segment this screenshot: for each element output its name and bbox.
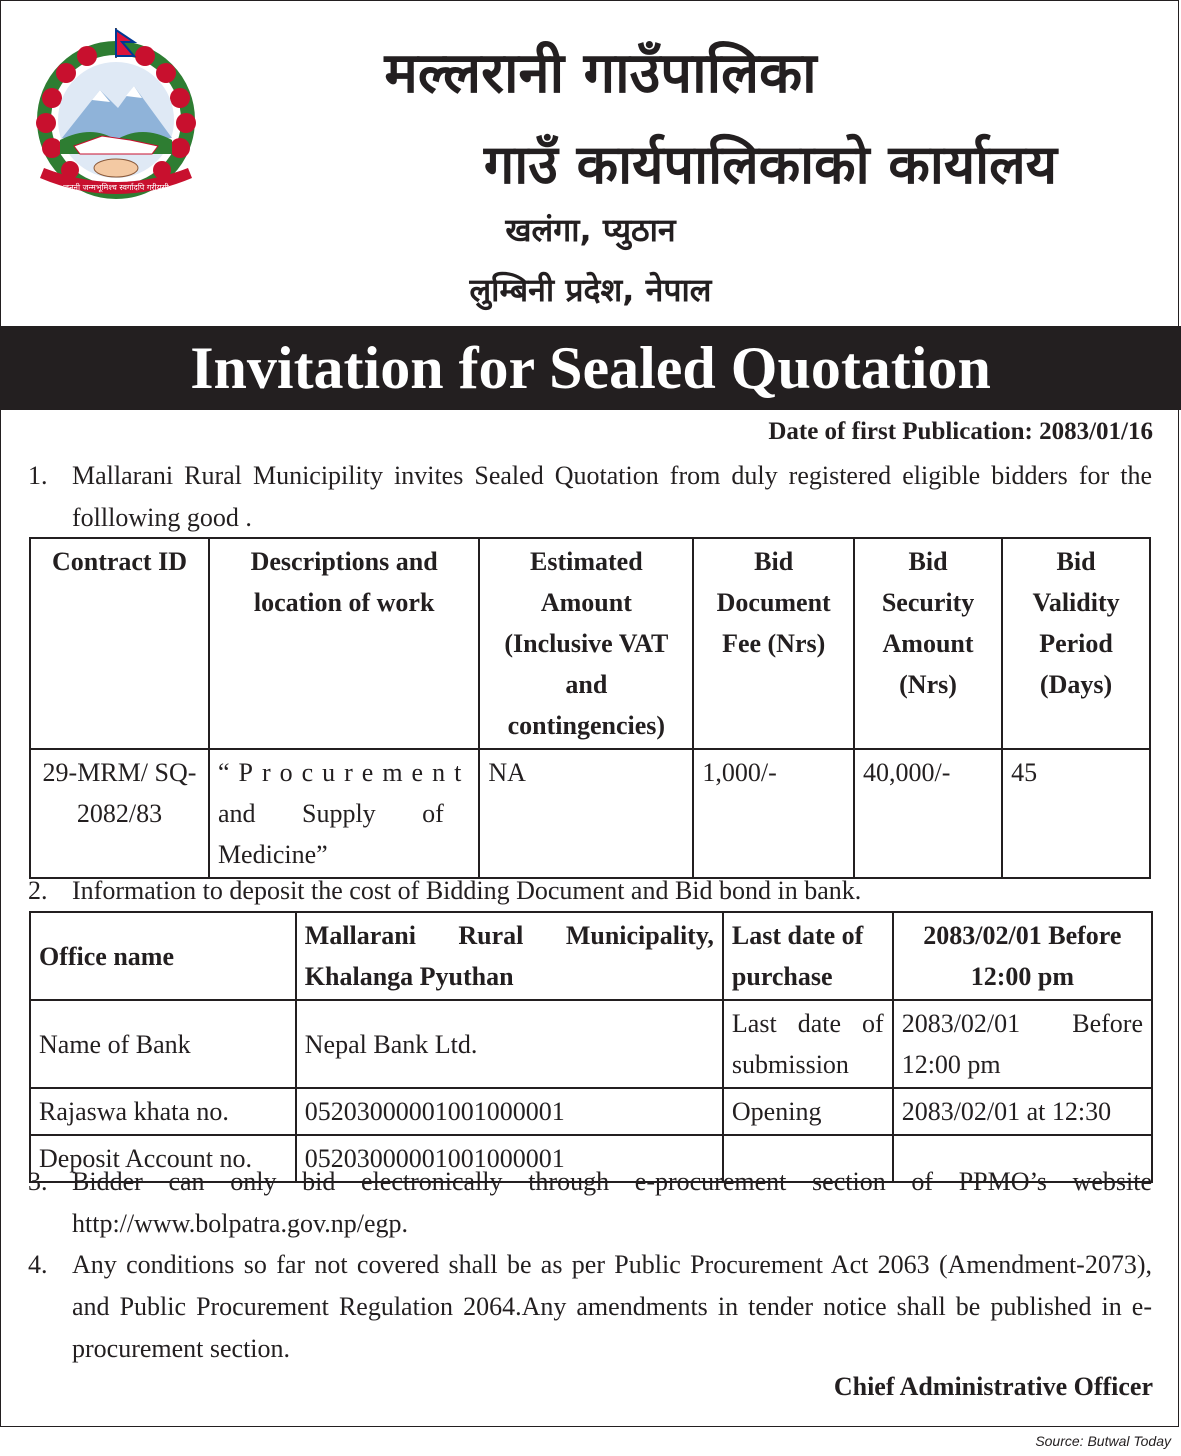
table-row — [30, 912, 1152, 1000]
rajaswa-value: 05203000001001000001 — [296, 1088, 723, 1135]
description-line: “Procurement — [217, 758, 471, 787]
cell-description — [209, 749, 479, 878]
item-4-text: Any conditions so far not covered shall be as per Public Procurement Act 2063 (Amendment-2073), and Public Procurement Regulation 2064.Any amendments in tender notice shall be published in e-procurement section. — [72, 1250, 1152, 1363]
notice-title: Invitation for Sealed Quotation — [190, 335, 991, 401]
cell-bid-security: 40,000/- — [854, 749, 1002, 878]
description-line — [218, 793, 470, 834]
col-header-validity: Bid Validity Period (Days) — [1002, 538, 1150, 749]
item-number: 1. — [28, 461, 48, 490]
source-credit: Source: Butwal Today — [1035, 1433, 1171, 1449]
header-office-name: गाउँ कार्यपालिकाको कार्यालय — [483, 133, 1058, 196]
col-header-description: Descriptions and location of work — [209, 538, 479, 749]
item-number: 3. — [28, 1167, 48, 1196]
rajaswa-label: Rajaswa khata no. — [30, 1088, 296, 1135]
quotation-table — [29, 537, 1151, 879]
header-municipality-name: मल्लरानी गाउँपालिका — [384, 41, 817, 106]
header-location: खलंगा, प्युठान — [505, 211, 676, 249]
item-1-text: Mallarani Rural Municipility invites Sealed Quotation from duly registered eligible bidders for the folllowing good . — [72, 461, 1152, 532]
office-name-value: Mallarani Rural Municipality, Khalanga Pyuthan — [296, 912, 723, 1000]
table-row — [30, 1088, 1152, 1135]
description-line: Medicine” — [217, 840, 328, 869]
col-header-contract-id: Contract ID — [30, 538, 209, 749]
table-row — [30, 749, 1150, 878]
emblem-motto: जननी जन्मभूमिश्च स्वर्गादपि गरीयसी — [63, 183, 169, 192]
last-purchase-value: 2083/02/01 Before 12:00 pm — [893, 912, 1152, 1000]
opening-value: 2083/02/01 at 12:30 — [893, 1088, 1152, 1135]
description-line-text: and Supply of — [217, 799, 444, 828]
col-header-doc-fee: Bid Document Fee (Nrs) — [693, 538, 854, 749]
last-submission-label: Last date of submission — [723, 1000, 893, 1088]
bank-deposit-table — [29, 911, 1153, 1183]
header-province: लुम्बिनी प्रदेश, नेपाल — [469, 271, 712, 309]
bank-name-value: Nepal Bank Ltd. — [296, 1000, 723, 1088]
item-3-text: Bidder can only bid electronically through e-procurement section of PPMO’s website http://www.bolpatra.gov.np/egp. — [72, 1167, 1152, 1238]
opening-label: Opening — [723, 1088, 893, 1135]
item-2-text: Information to deposit the cost of Bidding Document and Bid bond in bank. — [72, 876, 862, 905]
table-row — [30, 1000, 1152, 1088]
item-number: 4. — [28, 1250, 48, 1279]
item-number: 2. — [28, 876, 48, 905]
cell-contract-id: 29-MRM/ SQ-2082/83 — [30, 749, 209, 878]
last-purchase-label: Last date of purchase — [723, 912, 893, 1000]
office-name-label: Office name — [30, 912, 296, 1000]
col-header-bid-security: Bid Security Amount (Nrs) — [854, 538, 1002, 749]
deposit-account-value: 05203000001001000001 — [296, 1135, 723, 1182]
table-header-row — [30, 538, 1150, 749]
notice-title-banner — [0, 326, 1181, 410]
bank-name-label: Name of Bank — [30, 1000, 296, 1088]
last-submission-value: 2083/02/01 Before 12:00 pm — [893, 1000, 1152, 1088]
cell-estimated-amount: NA — [479, 749, 693, 878]
cell-validity: 45 — [1002, 749, 1150, 878]
cell-doc-fee: 1,000/- — [693, 749, 854, 878]
signatory-title: Chief Administrative Officer — [833, 1372, 1153, 1401]
col-header-estimated-amount: Estimated Amount (Inclusive VAT and contingencies) — [479, 538, 693, 749]
publication-date: Date of first Publication: 2083/01/16 — [768, 418, 1153, 445]
deposit-account-label: Deposit Account no. — [30, 1135, 296, 1182]
